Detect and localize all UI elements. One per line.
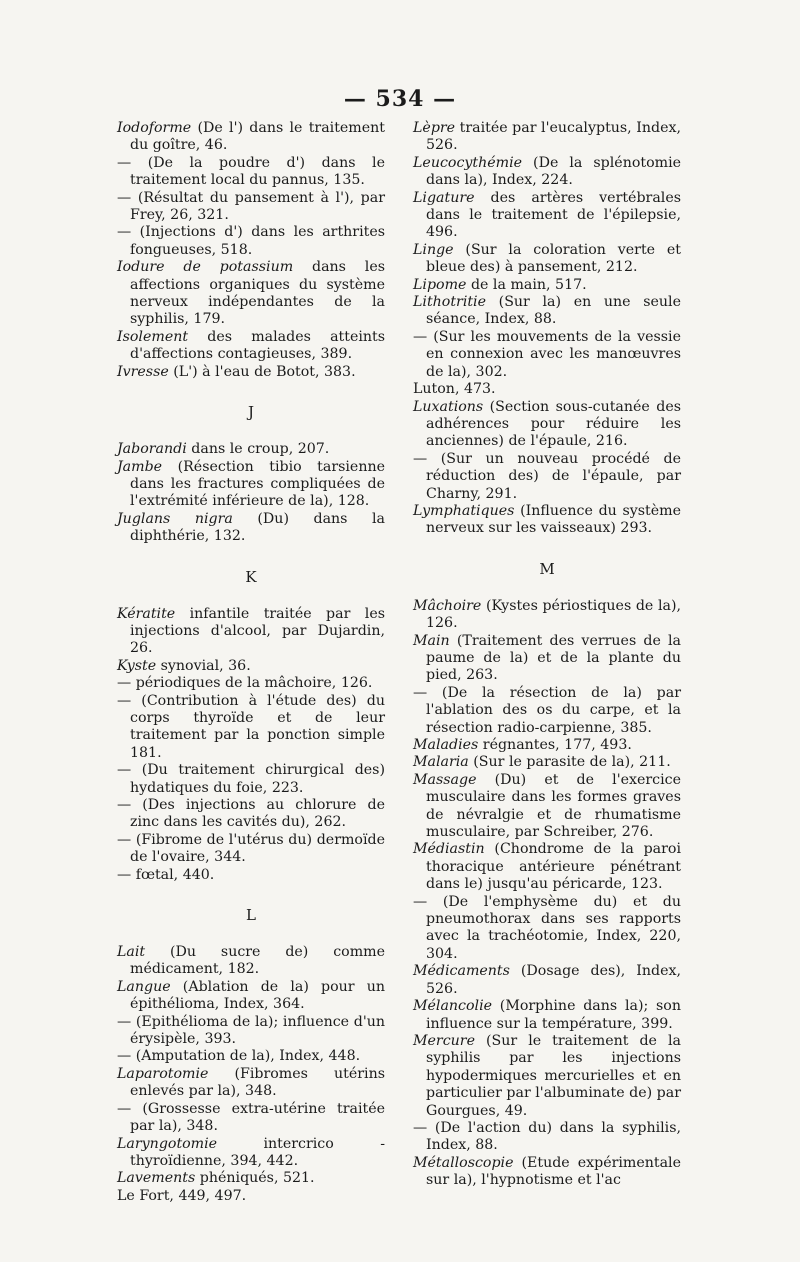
index-entry	[117, 441, 385, 458]
index-entry	[413, 841, 681, 893]
index-entry	[117, 693, 385, 763]
entry-text: — (Grossesse extra-utérine traitée par la), 348.	[117, 1100, 385, 1135]
entry-headword: Leucocythémie	[413, 154, 523, 171]
index-entry	[413, 685, 681, 737]
index-entry	[413, 772, 681, 842]
entry-headword: Linge	[413, 241, 454, 258]
entry-headword: Lèpre	[413, 120, 456, 136]
entry-text: — périodiques de la mâchoire, 126.	[117, 675, 373, 692]
index-entry	[117, 1014, 385, 1049]
index-entry	[117, 329, 385, 364]
section-letter: K	[245, 567, 257, 586]
index-entry	[413, 598, 681, 633]
entry-text: (Sur le traitement de la syphilis par les injections hypodermiques mercurielles et en particulier par l'albuminate de) par Gourgues, 49.	[426, 1032, 681, 1119]
entry-headword: Iodure de potassium	[117, 259, 294, 276]
entry-text: traitée par l'eucalyptus, Index, 526.	[426, 120, 681, 154]
index-entry	[117, 259, 385, 329]
entry-text: (De l') dans le traitement du goître, 46.	[130, 120, 385, 154]
entry-headword: Maladies	[413, 737, 479, 753]
section-letter: J	[247, 403, 254, 422]
index-entry	[413, 399, 681, 451]
index-entry	[413, 120, 681, 155]
entry-headword: Mâchoire	[413, 597, 482, 614]
index-entry	[413, 1155, 681, 1190]
entry-headword: Kératite	[117, 605, 176, 622]
entry-text: synovial, 36.	[156, 657, 251, 674]
entry-text: (Sur la coloration verte et bleue des) à pansement, 212.	[426, 241, 681, 276]
index-entry	[413, 998, 681, 1033]
entry-headword: Luxations	[413, 398, 484, 415]
entry-headword: Kyste	[117, 657, 157, 674]
entry-text: de la main, 517.	[466, 276, 587, 293]
section-letter: M	[539, 559, 555, 578]
entry-headword: Juglans nigra	[117, 510, 233, 527]
entry-headword: Métalloscopie	[413, 1154, 514, 1171]
entry-headword: Malaria	[413, 754, 469, 771]
entry-text: — (Injections d') dans les arthrites fongueuses, 518.	[117, 224, 385, 258]
entry-text: (Chondrome de la paroi thoracique antérieure pénétrant dans le) jusqu'au péricarde, 123.	[426, 841, 681, 893]
section-letter: L	[246, 906, 256, 925]
entry-text: infantile traitée par les injections d'alcool, par Dujardin, 26.	[130, 605, 385, 657]
index-entry	[413, 1120, 681, 1155]
entry-text: dans le croup, 207.	[186, 441, 330, 458]
entry-text: (Kystes périostiques de la), 126.	[426, 597, 681, 632]
entry-headword: Jaborandi	[117, 441, 187, 458]
entry-text: — (De l'emphysème du) et du pneumothorax dans ses rapports avec la trachéotomie, Index, 220, 304.	[413, 893, 681, 962]
index-entry	[117, 675, 385, 692]
index-entry	[413, 451, 681, 503]
entry-headword: Mélancolie	[413, 998, 493, 1015]
entry-headword: Main	[413, 632, 450, 649]
entry-text: régnantes, 177, 493.	[478, 737, 632, 753]
left-column	[117, 120, 385, 1205]
right-column	[413, 120, 681, 1190]
entry-text: (Dosage des), Index, 526.	[426, 963, 681, 997]
entry-text: (Traitement des verrues de la paume de la) et de la plante du pied, 263.	[426, 632, 681, 684]
entry-text: (Ablation de la) pour un épithélioma, Index, 364.	[130, 978, 385, 1013]
index-entry	[117, 364, 385, 381]
entry-text: (Du sucre de) comme médicament, 182.	[130, 944, 385, 978]
index-entry	[117, 867, 385, 884]
index-entry	[117, 832, 385, 867]
index-entry	[413, 1033, 681, 1120]
entry-text: (L') à l'eau de Botot, 383.	[168, 363, 356, 380]
index-entry	[117, 155, 385, 190]
entry-headword: Lithotritie	[413, 294, 486, 311]
entry-text: — (Du traitement chirurgical des) hydatiques du foie, 223.	[117, 762, 385, 796]
entry-text: — (Epithélioma de la); influence d'un érysipèle, 393.	[117, 1013, 385, 1048]
entry-text: — (De la résection de la) par l'ablation des os du carpe, et la résection radio-carpienne, 385.	[413, 684, 681, 736]
entry-headword: Ivresse	[117, 363, 169, 380]
index-entry	[413, 190, 681, 242]
index-entry	[413, 329, 681, 381]
entry-headword: Langue	[117, 978, 171, 995]
index-entry	[117, 606, 385, 658]
entry-text: dans les affections organiques du système nerveux indépendantes de la syphilis, 179.	[130, 259, 385, 328]
entry-headword: Lavements	[117, 1170, 196, 1187]
entry-headword: Médiastin	[413, 841, 485, 858]
entry-headword: Lipome	[413, 276, 467, 293]
entry-headword: Lait	[117, 944, 146, 961]
entry-text: — (Sur un nouveau procédé de réduction des) de l'épaule, par Charny, 291.	[413, 450, 681, 502]
entry-headword: Massage	[413, 771, 477, 788]
entry-text: (Fibromes utérins enlevés par la), 348.	[130, 1065, 385, 1100]
entry-text: — fœtal, 440.	[117, 866, 215, 883]
entry-text: (Morphine dans la); son influence sur la température, 399.	[426, 998, 681, 1032]
page-number: — 534 —	[343, 86, 457, 112]
index-entry	[117, 1188, 385, 1205]
index-entry	[413, 277, 681, 294]
index-entry	[413, 894, 681, 964]
entry-headword: Isolement	[117, 328, 189, 345]
entry-text: (Du) dans la diphthérie, 132.	[130, 510, 385, 545]
entry-text: phéniqués, 521.	[195, 1170, 315, 1187]
index-entry	[413, 633, 681, 685]
entry-text: — (De l'action du) dans la syphilis, Index, 88.	[413, 1119, 681, 1154]
index-entry	[413, 381, 681, 398]
entry-text: — (Sur les mouvements de la vessie en connexion avec les manœuvres de la), 302.	[413, 328, 681, 380]
index-entry	[117, 459, 385, 511]
entry-headword: Ligature	[413, 189, 475, 206]
index-entry	[117, 979, 385, 1014]
index-entry	[413, 754, 681, 771]
entry-text: Luton, 473.	[413, 381, 496, 398]
index-entry	[117, 762, 385, 797]
index-entry	[117, 1066, 385, 1101]
entry-headword: Médicaments	[413, 963, 510, 980]
entry-text: (Sur la) en une seule séance, Index, 88.	[426, 294, 681, 328]
entry-text: — (Résultat du pansement à l'), par Frey, 26, 321.	[117, 189, 385, 224]
index-entry	[117, 944, 385, 979]
entry-headword: Jambe	[117, 458, 163, 475]
index-entry	[117, 1101, 385, 1136]
entry-text: — (Fibrome de l'utérus du) dermoïde de l'ovaire, 344.	[117, 831, 385, 866]
entry-headword: Mercure	[413, 1032, 475, 1049]
entry-text: des artères vertébrales dans le traitement de l'épilepsie, 496.	[426, 189, 681, 241]
index-entry	[117, 120, 385, 155]
entry-text: (Sur le parasite de la), 211.	[468, 754, 671, 771]
index-entry	[413, 737, 681, 754]
entry-text: — (Contribution à l'étude des) du corps thyroïde et de leur traitement par la ponction simple 181.	[117, 692, 385, 761]
entry-text: Le Fort, 449, 497.	[117, 1187, 247, 1204]
entry-text: (Influence du système nerveux sur les vaisseaux) 293.	[426, 502, 681, 537]
index-entry	[117, 511, 385, 546]
entry-text: (De la splénotomie dans la), Index, 224.	[426, 154, 681, 189]
index-entry	[413, 294, 681, 329]
index-entry	[117, 190, 385, 225]
entry-text: (Du) et de l'exercice musculaire dans les formes graves de névralgie et de rhumatisme musculaire, par Schreiber, 276.	[426, 771, 681, 841]
entry-text: des malades atteints d'affections contagieuses, 389.	[130, 328, 385, 363]
index-entry	[117, 1048, 385, 1065]
index-entry	[413, 503, 681, 538]
index-entry	[117, 797, 385, 832]
entry-text: (Etude expérimentale sur la), l'hypnotisme et l'ac	[426, 1154, 681, 1189]
entry-text: — (Amputation de la), Index, 448.	[117, 1048, 361, 1065]
entry-headword: Iodoforme	[117, 120, 192, 136]
entry-text: (Section sous-cutanée des adhérences pour réduire les anciennes) de l'épaule, 216.	[426, 398, 681, 450]
entry-text: — (Des injections au chlorure de zinc dans les cavités du), 262.	[117, 797, 385, 831]
entry-text: intercrico - thyroïdienne, 394, 442.	[130, 1135, 385, 1169]
entry-text: (Résection tibio tarsienne dans les fractures compliquées de l'extrémité inférieure de la), 128.	[130, 458, 385, 510]
entry-headword: Lymphatiques	[413, 502, 515, 519]
index-entry	[413, 242, 681, 277]
index-entry	[117, 1170, 385, 1187]
entry-text: — (De la poudre d') dans le traitement local du pannus, 135.	[117, 154, 385, 189]
index-entry	[413, 155, 681, 190]
index-entry	[413, 963, 681, 998]
entry-headword: Laryngotomie	[117, 1135, 218, 1152]
index-entry	[117, 1136, 385, 1171]
index-entry	[117, 658, 385, 675]
entry-headword: Laparotomie	[117, 1065, 209, 1082]
index-entry	[117, 224, 385, 259]
